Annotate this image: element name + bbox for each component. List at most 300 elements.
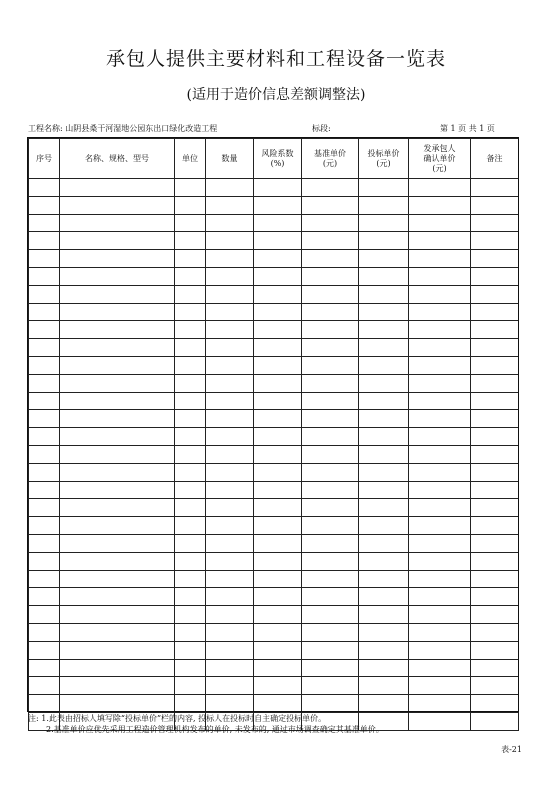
table-cell bbox=[254, 481, 302, 499]
table-cell bbox=[29, 623, 60, 641]
table-cell bbox=[409, 677, 471, 695]
table-cell bbox=[175, 196, 206, 214]
table-cell bbox=[359, 499, 409, 517]
table-cell bbox=[60, 232, 175, 250]
table-cell bbox=[175, 285, 206, 303]
table-cell bbox=[60, 428, 175, 446]
table-cell bbox=[359, 517, 409, 535]
table-cell bbox=[206, 606, 254, 624]
table-cell bbox=[60, 356, 175, 374]
table-cell bbox=[471, 534, 519, 552]
table-cell bbox=[359, 641, 409, 659]
table-row bbox=[29, 499, 519, 517]
table-cell bbox=[206, 552, 254, 570]
table-cell bbox=[302, 214, 359, 232]
table-cell bbox=[471, 321, 519, 339]
table-cell bbox=[254, 570, 302, 588]
table-cell bbox=[206, 321, 254, 339]
table-cell bbox=[29, 356, 60, 374]
table-cell bbox=[175, 303, 206, 321]
table-row bbox=[29, 570, 519, 588]
table-cell bbox=[254, 552, 302, 570]
table-cell bbox=[302, 552, 359, 570]
table-cell bbox=[254, 196, 302, 214]
table-cell bbox=[471, 659, 519, 677]
table-cell bbox=[206, 534, 254, 552]
table-row bbox=[29, 588, 519, 606]
table-cell bbox=[60, 214, 175, 232]
table-cell bbox=[359, 445, 409, 463]
table-cell bbox=[254, 232, 302, 250]
table-row bbox=[29, 695, 519, 713]
table-cell bbox=[471, 606, 519, 624]
table-cell bbox=[175, 481, 206, 499]
table-row bbox=[29, 677, 519, 695]
form-title: 承包人提供主要材料和工程设备一览表 bbox=[105, 48, 446, 70]
table-cell bbox=[302, 232, 359, 250]
table-cell bbox=[175, 623, 206, 641]
table-cell bbox=[409, 179, 471, 197]
table-cell bbox=[60, 321, 175, 339]
table-cell bbox=[60, 250, 175, 268]
table-row bbox=[29, 428, 519, 446]
table-cell bbox=[409, 232, 471, 250]
table-cell bbox=[359, 179, 409, 197]
table-cell bbox=[29, 606, 60, 624]
table-cell bbox=[29, 267, 60, 285]
table-cell bbox=[60, 695, 175, 713]
table-cell bbox=[409, 552, 471, 570]
table-cell bbox=[60, 552, 175, 570]
table-cell bbox=[359, 588, 409, 606]
table-cell bbox=[175, 659, 206, 677]
table-cell bbox=[29, 392, 60, 410]
table-cell bbox=[60, 641, 175, 659]
table-row bbox=[29, 179, 519, 197]
table-cell bbox=[254, 356, 302, 374]
table-cell bbox=[409, 534, 471, 552]
table-cell bbox=[206, 303, 254, 321]
table-cell bbox=[409, 695, 471, 713]
table-cell bbox=[29, 214, 60, 232]
table-cell bbox=[302, 677, 359, 695]
table-cell bbox=[29, 303, 60, 321]
table-cell bbox=[471, 250, 519, 268]
table-cell bbox=[29, 517, 60, 535]
table-cell bbox=[409, 196, 471, 214]
table-row bbox=[29, 392, 519, 410]
table-cell bbox=[359, 570, 409, 588]
table-cell bbox=[175, 267, 206, 285]
table-cell bbox=[471, 303, 519, 321]
table-cell bbox=[471, 517, 519, 535]
table-row bbox=[29, 481, 519, 499]
col-header-name: 名称、规格、型号 bbox=[60, 139, 175, 179]
table-cell bbox=[471, 374, 519, 392]
table-cell bbox=[359, 196, 409, 214]
table-cell bbox=[29, 321, 60, 339]
table-cell bbox=[175, 606, 206, 624]
table-cell bbox=[302, 374, 359, 392]
table-cell bbox=[206, 499, 254, 517]
table-cell bbox=[471, 570, 519, 588]
table-cell bbox=[29, 659, 60, 677]
table-cell bbox=[471, 463, 519, 481]
table-cell bbox=[60, 267, 175, 285]
table-cell bbox=[409, 339, 471, 357]
table-cell bbox=[254, 374, 302, 392]
table-cell bbox=[409, 445, 471, 463]
table-cell bbox=[359, 392, 409, 410]
table-cell bbox=[409, 285, 471, 303]
table-cell bbox=[471, 712, 519, 730]
table-row bbox=[29, 285, 519, 303]
table-cell bbox=[409, 659, 471, 677]
table-cell bbox=[29, 552, 60, 570]
table-cell bbox=[302, 570, 359, 588]
table-cell bbox=[60, 285, 175, 303]
col-header-bid-price: 投标单价 (元) bbox=[359, 139, 409, 179]
table-cell bbox=[206, 356, 254, 374]
table-cell bbox=[409, 214, 471, 232]
col-header-risk-factor: 风险系数 (%) bbox=[254, 139, 302, 179]
table-cell bbox=[60, 196, 175, 214]
table-cell bbox=[60, 445, 175, 463]
table-cell bbox=[29, 499, 60, 517]
table-cell bbox=[471, 552, 519, 570]
table-cell bbox=[359, 374, 409, 392]
table-cell bbox=[359, 356, 409, 374]
table-cell bbox=[254, 285, 302, 303]
form-subtitle: (适用于造价信息差额调整法) bbox=[186, 87, 366, 103]
table-cell bbox=[302, 392, 359, 410]
table-cell bbox=[471, 677, 519, 695]
table-row bbox=[29, 196, 519, 214]
table-cell bbox=[206, 196, 254, 214]
table-cell bbox=[29, 339, 60, 357]
table-cell bbox=[359, 534, 409, 552]
table-cell bbox=[206, 570, 254, 588]
table-cell bbox=[359, 677, 409, 695]
table-cell bbox=[471, 214, 519, 232]
table-cell bbox=[175, 232, 206, 250]
table-cell bbox=[302, 659, 359, 677]
table-cell bbox=[302, 267, 359, 285]
col-header-index: 序号 bbox=[29, 139, 60, 179]
table-cell bbox=[206, 428, 254, 446]
table-row bbox=[29, 356, 519, 374]
table-cell bbox=[409, 250, 471, 268]
table-cell bbox=[175, 374, 206, 392]
table-cell bbox=[254, 445, 302, 463]
table-cell bbox=[29, 588, 60, 606]
table-cell bbox=[206, 445, 254, 463]
table-cell bbox=[254, 321, 302, 339]
table-cell bbox=[409, 428, 471, 446]
table-row bbox=[29, 606, 519, 624]
table-cell bbox=[409, 517, 471, 535]
table-cell bbox=[254, 463, 302, 481]
table-cell bbox=[471, 499, 519, 517]
table-cell bbox=[175, 552, 206, 570]
table-cell bbox=[60, 374, 175, 392]
table-cell bbox=[302, 445, 359, 463]
table-cell bbox=[29, 463, 60, 481]
table-row bbox=[29, 445, 519, 463]
table-cell bbox=[175, 392, 206, 410]
table-cell bbox=[175, 321, 206, 339]
section-label: 标段: bbox=[312, 124, 331, 133]
table-cell bbox=[29, 250, 60, 268]
table-cell bbox=[359, 339, 409, 357]
table-row bbox=[29, 623, 519, 641]
table-cell bbox=[359, 623, 409, 641]
table-cell bbox=[60, 499, 175, 517]
table-cell bbox=[206, 517, 254, 535]
table-row bbox=[29, 374, 519, 392]
table-cell bbox=[206, 677, 254, 695]
table-cell bbox=[254, 606, 302, 624]
table-cell bbox=[175, 410, 206, 428]
table-cell bbox=[29, 445, 60, 463]
table-cell bbox=[254, 641, 302, 659]
table-row bbox=[29, 232, 519, 250]
note-1: 注: 1.此表由招标人填写除“投标单价”栏的内容, 投标人在投标时自主确定投标单价。 bbox=[28, 714, 327, 723]
table-cell bbox=[175, 499, 206, 517]
table-cell bbox=[302, 588, 359, 606]
table-cell bbox=[60, 588, 175, 606]
table-cell bbox=[175, 445, 206, 463]
table-cell bbox=[471, 481, 519, 499]
table-cell bbox=[359, 428, 409, 446]
table-cell bbox=[471, 428, 519, 446]
table-cell bbox=[471, 267, 519, 285]
table-cell bbox=[175, 463, 206, 481]
table-cell bbox=[359, 695, 409, 713]
table-cell bbox=[471, 356, 519, 374]
table-cell bbox=[29, 695, 60, 713]
table-cell bbox=[409, 481, 471, 499]
table-cell bbox=[471, 445, 519, 463]
table-cell bbox=[302, 481, 359, 499]
table-cell bbox=[254, 339, 302, 357]
table-cell bbox=[60, 179, 175, 197]
table-cell bbox=[409, 356, 471, 374]
table-cell bbox=[60, 623, 175, 641]
table-cell bbox=[409, 267, 471, 285]
table-cell bbox=[29, 641, 60, 659]
table-cell bbox=[175, 641, 206, 659]
table-cell bbox=[254, 677, 302, 695]
table-cell bbox=[206, 339, 254, 357]
table-cell bbox=[206, 179, 254, 197]
table-row bbox=[29, 267, 519, 285]
table-cell bbox=[409, 588, 471, 606]
table-cell bbox=[29, 481, 60, 499]
table-cell bbox=[254, 623, 302, 641]
table-cell bbox=[254, 214, 302, 232]
notes bbox=[28, 713, 384, 735]
table-cell bbox=[60, 659, 175, 677]
table-cell bbox=[29, 285, 60, 303]
table-cell bbox=[175, 677, 206, 695]
table-cell bbox=[302, 499, 359, 517]
table-cell bbox=[60, 410, 175, 428]
table-row bbox=[29, 214, 519, 232]
table-cell bbox=[60, 303, 175, 321]
table-cell bbox=[206, 392, 254, 410]
table-cell bbox=[302, 641, 359, 659]
table-cell bbox=[175, 588, 206, 606]
table-cell bbox=[175, 695, 206, 713]
table-cell bbox=[409, 374, 471, 392]
table-cell bbox=[206, 250, 254, 268]
table-cell bbox=[254, 428, 302, 446]
table-cell bbox=[254, 179, 302, 197]
table-row bbox=[29, 463, 519, 481]
table-cell bbox=[409, 606, 471, 624]
table-cell bbox=[206, 481, 254, 499]
table-cell bbox=[29, 410, 60, 428]
table-cell bbox=[359, 410, 409, 428]
table-cell bbox=[471, 410, 519, 428]
table-cell bbox=[29, 179, 60, 197]
table-cell bbox=[29, 428, 60, 446]
table-cell bbox=[471, 641, 519, 659]
page-indicator: 第 1 页 共 1 页 bbox=[440, 124, 495, 133]
table-cell bbox=[175, 428, 206, 446]
table-cell bbox=[471, 196, 519, 214]
col-header-remarks: 备注 bbox=[471, 139, 519, 179]
table-cell bbox=[409, 499, 471, 517]
table-cell bbox=[175, 534, 206, 552]
table-row bbox=[29, 641, 519, 659]
table-cell bbox=[175, 570, 206, 588]
table-cell bbox=[302, 303, 359, 321]
table-cell bbox=[60, 339, 175, 357]
table-cell bbox=[359, 659, 409, 677]
table-cell bbox=[60, 677, 175, 695]
table-cell bbox=[409, 410, 471, 428]
table-cell bbox=[29, 534, 60, 552]
table-cell bbox=[302, 356, 359, 374]
table-cell bbox=[60, 392, 175, 410]
table-cell bbox=[359, 232, 409, 250]
table-cell bbox=[359, 303, 409, 321]
note-2: 2.基准单价应优先采用工程造价管理机构发布的单价, 未发布的, 通过市场调查确定其基准单价。 bbox=[46, 725, 384, 734]
table-cell bbox=[302, 606, 359, 624]
table-cell bbox=[359, 285, 409, 303]
col-header-base-price: 基准单价 (元) bbox=[302, 139, 359, 179]
table-row bbox=[29, 303, 519, 321]
table-cell bbox=[471, 588, 519, 606]
table-cell bbox=[60, 517, 175, 535]
table-cell bbox=[471, 285, 519, 303]
table-cell bbox=[254, 588, 302, 606]
table-cell bbox=[254, 392, 302, 410]
table-row bbox=[29, 321, 519, 339]
table-cell bbox=[409, 570, 471, 588]
table-cell bbox=[60, 606, 175, 624]
table-cell bbox=[175, 517, 206, 535]
table-cell bbox=[206, 214, 254, 232]
table-cell bbox=[471, 232, 519, 250]
table-cell bbox=[409, 641, 471, 659]
table-cell bbox=[302, 534, 359, 552]
table-cell bbox=[359, 214, 409, 232]
table-cell bbox=[359, 321, 409, 339]
table-cell bbox=[471, 392, 519, 410]
table-cell bbox=[60, 463, 175, 481]
table-cell bbox=[471, 179, 519, 197]
table-number: 表-21 bbox=[501, 745, 522, 754]
table-cell bbox=[60, 570, 175, 588]
table-cell bbox=[302, 339, 359, 357]
table-row bbox=[29, 410, 519, 428]
table-cell bbox=[206, 641, 254, 659]
table-cell bbox=[471, 695, 519, 713]
table-cell bbox=[254, 534, 302, 552]
table-row bbox=[29, 534, 519, 552]
table-cell bbox=[175, 250, 206, 268]
table-cell bbox=[359, 481, 409, 499]
table-cell bbox=[206, 659, 254, 677]
materials-table bbox=[28, 138, 519, 731]
table-cell bbox=[254, 410, 302, 428]
table-cell bbox=[60, 481, 175, 499]
table-cell bbox=[206, 232, 254, 250]
table-cell bbox=[29, 374, 60, 392]
table-cell bbox=[29, 570, 60, 588]
table-cell bbox=[409, 303, 471, 321]
table-cell bbox=[175, 356, 206, 374]
table-cell bbox=[409, 623, 471, 641]
table-cell bbox=[254, 695, 302, 713]
table-cell bbox=[60, 534, 175, 552]
table-cell bbox=[29, 196, 60, 214]
table-cell bbox=[302, 196, 359, 214]
col-header-unit: 单位 bbox=[175, 139, 206, 179]
table-cell bbox=[409, 463, 471, 481]
table-cell bbox=[409, 712, 471, 730]
table-cell bbox=[471, 339, 519, 357]
table-row bbox=[29, 552, 519, 570]
table-cell bbox=[302, 321, 359, 339]
table-cell bbox=[206, 374, 254, 392]
table-cell bbox=[254, 250, 302, 268]
table-cell bbox=[206, 588, 254, 606]
table-row bbox=[29, 250, 519, 268]
table-cell bbox=[359, 606, 409, 624]
table-cell bbox=[359, 463, 409, 481]
table-cell bbox=[302, 623, 359, 641]
col-header-quantity: 数量 bbox=[206, 139, 254, 179]
table-cell bbox=[29, 677, 60, 695]
table-row bbox=[29, 339, 519, 357]
col-header-confirmed-price: 发承包人 确认单价 (元) bbox=[409, 139, 471, 179]
table-cell bbox=[254, 267, 302, 285]
table-cell bbox=[29, 232, 60, 250]
table-cell bbox=[471, 623, 519, 641]
table-cell bbox=[409, 392, 471, 410]
table-cell bbox=[302, 250, 359, 268]
table-row bbox=[29, 517, 519, 535]
table-cell bbox=[175, 179, 206, 197]
table-cell bbox=[254, 659, 302, 677]
table-cell bbox=[302, 463, 359, 481]
table-cell bbox=[175, 214, 206, 232]
table-cell bbox=[254, 499, 302, 517]
